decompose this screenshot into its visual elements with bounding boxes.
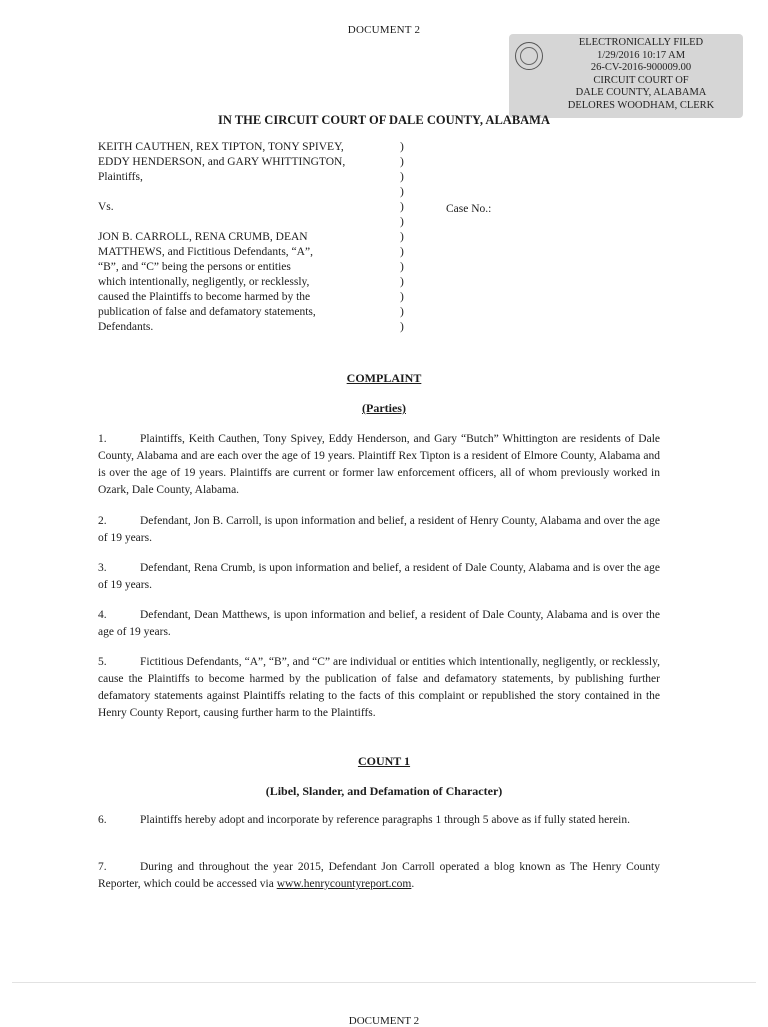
paragraph-number: 2.	[98, 515, 107, 527]
electronic-filing-stamp	[509, 34, 743, 118]
paragraph-text: Defendant, Dean Matthews, is upon information and belief, a resident of Dale County, Alabama and is over the age of 19 years.	[98, 609, 660, 638]
paren: )	[400, 141, 404, 153]
stamp-line: DALE COUNTY, ALABAMA	[575, 87, 707, 98]
paren: )	[400, 261, 404, 273]
stamp-line: DELORES WOODHAM, CLERK	[567, 99, 715, 111]
stamp-line: ELECTRONICALLY FILED	[578, 37, 704, 48]
court-title: IN THE CIRCUIT COURT OF DALE COUNTY, ALABAMA	[217, 113, 551, 127]
plaintiffs-line: KEITH CAUTHEN, REX TIPTON, TONY SPIVEY,	[98, 141, 344, 153]
paren: )	[400, 306, 404, 318]
paren: )	[400, 186, 404, 198]
paragraph-7	[98, 859, 660, 893]
complaint-heading-text: COMPLAINT	[346, 371, 422, 385]
paragraph-text: Defendant, Jon B. Carroll, is upon information and belief, a resident of Henry County, Alabama and over the age of 19 years.	[98, 515, 660, 544]
defendants-line: MATTHEWS, and Fictitious Defendants, “A”,	[98, 246, 313, 258]
paragraph-number: 3.	[98, 562, 107, 574]
paragraph-text: Defendant, Rena Crumb, is upon information and belief, a resident of Dale County, Alabama and is over the age of 19 years.	[98, 562, 660, 591]
paren: )	[400, 156, 404, 168]
stamp-line: 1/29/2016 10:17 AM	[596, 49, 686, 61]
parties-heading	[0, 401, 768, 416]
versus-label: Vs.	[98, 201, 114, 213]
paragraph-6	[98, 812, 660, 829]
paren: )	[400, 321, 404, 333]
paren: )	[400, 216, 404, 228]
case-number-label: Case No.:	[446, 203, 492, 215]
blog-url-link[interactable]: www.henrycountyreport.com	[276, 878, 412, 890]
next-page-document-label: DOCUMENT 2	[348, 1015, 420, 1027]
paragraph-number: 6.	[98, 814, 107, 826]
paragraph-3	[98, 560, 660, 594]
paragraph-1	[98, 431, 660, 499]
plaintiffs-line: Plaintiffs,	[98, 171, 143, 183]
paragraph-text: Plaintiffs, Keith Cauthen, Tony Spivey, Eddy Henderson, and Gary “Butch” Whittington are residents of Dale County, Alabama and are each over the age of 19 years. Plaintiff Rex Tipton is a resident of Elmore County, Alabama and is over the age of 19 years. Plaintiffs are current or former law enforcement officers, all of whom previously worked in Ozark, Dale County, Alabama.	[98, 433, 660, 496]
count-heading	[0, 754, 768, 769]
count-subheading: (Libel, Slander, and Defamation of Character)	[265, 784, 503, 798]
page-divider	[12, 982, 756, 983]
paragraph-number: 5.	[98, 656, 107, 668]
paragraph-text: Plaintiffs hereby adopt and incorporate by reference paragraphs 1 through 5 above as if fully stated herein.	[140, 814, 630, 826]
defendants-line: caused the Plaintiffs to become harmed by the	[98, 291, 311, 303]
paren: )	[400, 246, 404, 258]
count-heading-text: COUNT 1	[357, 754, 411, 768]
defendants-line: which intentionally, negligently, or recklessly,	[98, 276, 310, 288]
paragraph-2	[98, 513, 660, 547]
paragraph-number: 7.	[98, 861, 107, 873]
caption-parentheses	[400, 140, 410, 335]
complaint-heading	[0, 371, 768, 386]
paragraph-4	[98, 607, 660, 641]
paragraph-text-end: .	[411, 878, 415, 890]
paragraph-number: 4.	[98, 609, 107, 621]
paren: )	[400, 171, 404, 183]
paragraph-text: Fictitious Defendants, “A”, “B”, and “C” are individual or entities which intentionally, negligently, or recklessly, cause the Plaintiffs to become harmed by the publication of false and defamatory statements, by publishing further defamatory statements against Plaintiffs relating to the facts of this complaint or republished the story contained in the Henry County Report, causing further harm to the Plaintiffs.	[98, 656, 660, 719]
plaintiffs-line: EDDY HENDERSON, and GARY WHITTINGTON,	[98, 156, 346, 168]
paren: )	[400, 231, 404, 243]
defendants-line: publication of false and defamatory statements,	[98, 306, 316, 318]
court-seal-icon	[515, 42, 543, 70]
parties-heading-text: (Parties)	[362, 401, 406, 415]
paragraph-number: 1.	[98, 433, 107, 445]
stamp-line: CIRCUIT COURT OF	[593, 74, 689, 86]
paren: )	[400, 276, 404, 288]
case-caption-parties	[98, 140, 398, 335]
paren: )	[400, 201, 404, 213]
paragraph-5	[98, 654, 660, 722]
document-label: DOCUMENT 2	[347, 24, 421, 36]
defendants-line: Defendants.	[98, 321, 154, 333]
stamp-line: 26-CV-2016-900009.00	[590, 62, 692, 73]
paragraph-text: During and throughout the year 2015, Defendant Jon Carroll operated a blog known as The Henry County Reporter, which could be accessed via	[98, 861, 660, 890]
defendants-line: “B”, and “C” being the persons or entities	[98, 261, 291, 273]
defendants-line: JON B. CARROLL, RENA CRUMB, DEAN	[98, 231, 308, 243]
paren: )	[400, 291, 404, 303]
